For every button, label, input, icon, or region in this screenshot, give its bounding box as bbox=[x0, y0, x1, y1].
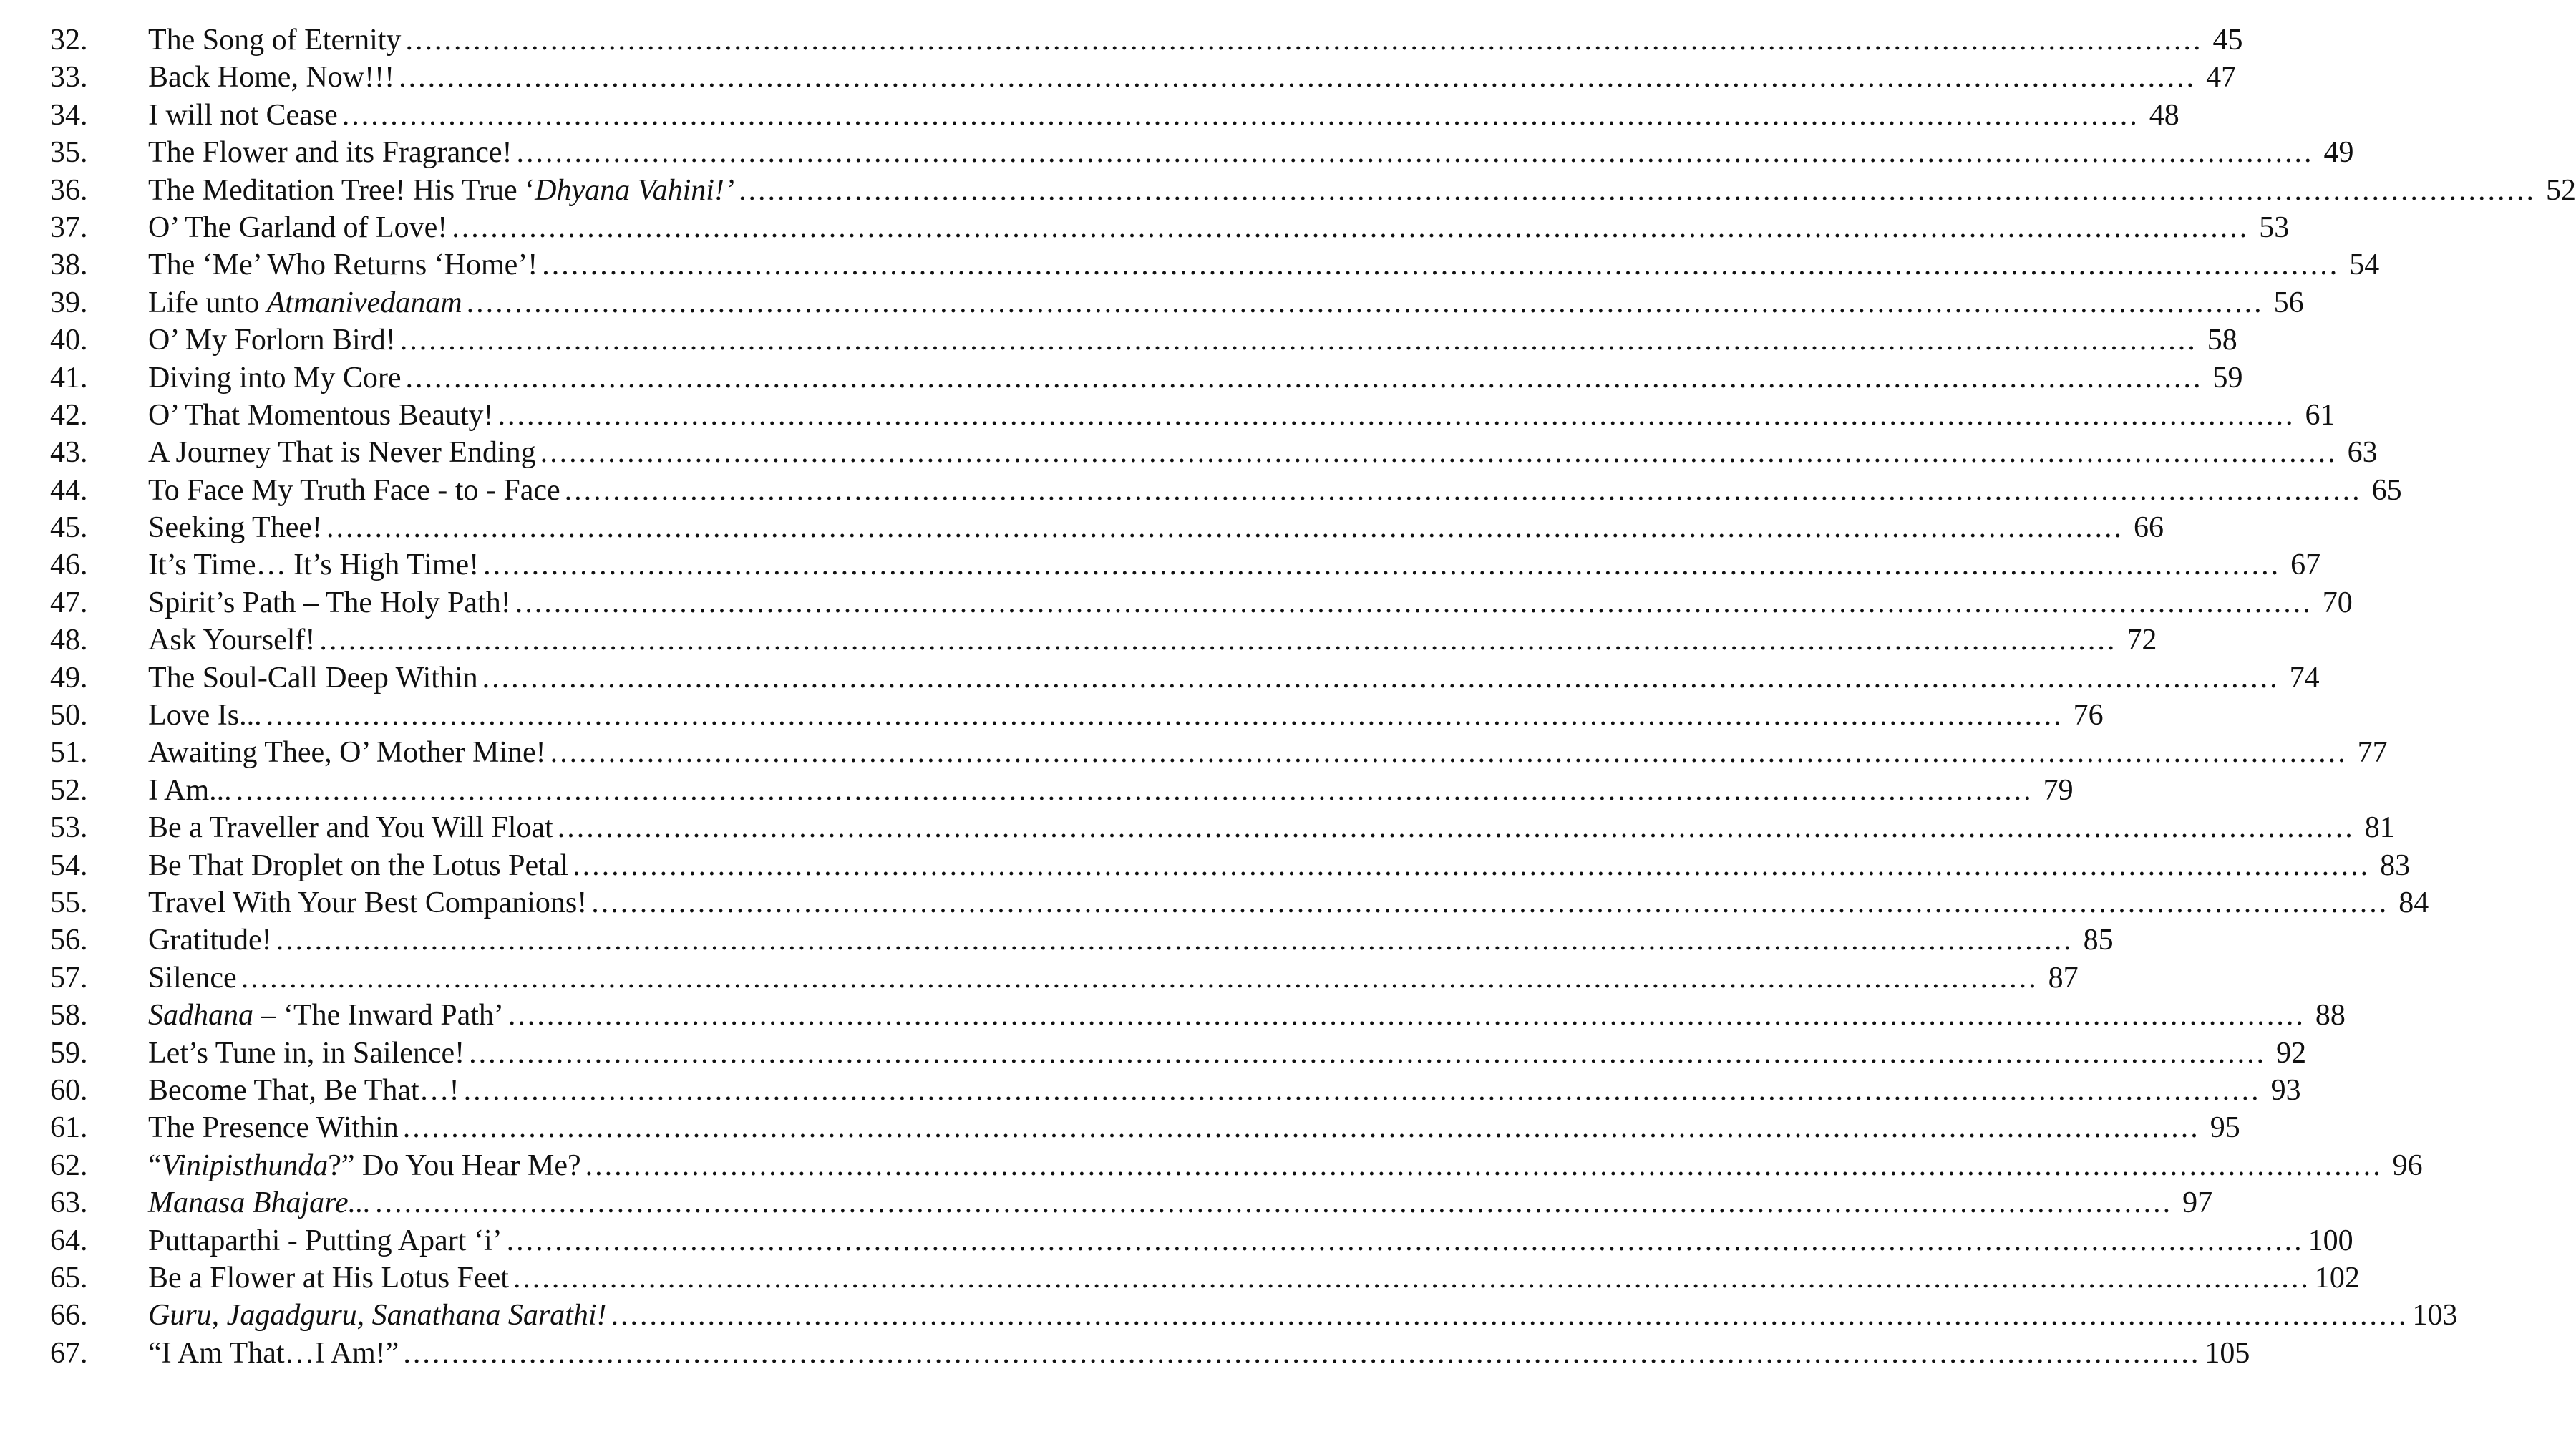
entry-number: 40. bbox=[50, 324, 88, 357]
toc-entry bbox=[50, 21, 2243, 59]
entry-title-part: Be That Droplet on the Lotus Petal bbox=[148, 848, 569, 882]
dot-leader bbox=[276, 921, 2074, 959]
entry-title-part: O’ That Momentous Beauty! bbox=[148, 398, 494, 432]
dot-leader bbox=[513, 1259, 2310, 1297]
dot-leader bbox=[406, 359, 2203, 397]
entry-number: 53. bbox=[50, 811, 88, 845]
entry-number: 43. bbox=[50, 436, 88, 470]
entry-title bbox=[148, 1109, 399, 1146]
toc-entry bbox=[50, 359, 2243, 397]
entry-number: 44. bbox=[50, 473, 88, 507]
entry-number: 65. bbox=[50, 1261, 88, 1295]
entry-title-part: I Am... bbox=[148, 773, 232, 807]
dot-leader bbox=[483, 546, 2280, 584]
entry-number: 45. bbox=[50, 511, 88, 545]
toc-entry bbox=[50, 1109, 2240, 1146]
entry-page-number: 52 bbox=[2545, 173, 2576, 207]
entry-title-part: Ask Yourself! bbox=[148, 624, 316, 657]
entry-page-number: 76 bbox=[2073, 699, 2104, 732]
entry-page-number: 81 bbox=[2364, 811, 2395, 845]
entry-page-number: 79 bbox=[2043, 773, 2074, 807]
entry-title bbox=[148, 772, 232, 809]
entry-title bbox=[148, 359, 402, 397]
entry-number: 58. bbox=[50, 999, 88, 1032]
entry-title-part: “ bbox=[148, 1148, 162, 1182]
dot-leader bbox=[585, 1147, 2383, 1184]
dot-leader bbox=[266, 697, 2064, 734]
entry-page-number: 102 bbox=[2314, 1261, 2360, 1295]
toc-entry bbox=[50, 209, 2290, 246]
entry-title bbox=[148, 621, 315, 659]
entry-page-number: 84 bbox=[2398, 886, 2429, 919]
entry-title-part: “I Am That…I Am!” bbox=[148, 1336, 399, 1370]
entry-title bbox=[148, 1072, 460, 1109]
entry-title-part: Spirit’s Path – The Holy Path! bbox=[148, 586, 511, 619]
entry-number: 41. bbox=[50, 361, 88, 395]
toc-entry bbox=[50, 772, 2074, 809]
entry-title-part: The Song of Eternity bbox=[148, 24, 402, 57]
entry-title bbox=[148, 997, 504, 1034]
toc-entry bbox=[50, 434, 2378, 471]
entry-number: 42. bbox=[50, 398, 88, 432]
dot-leader bbox=[467, 284, 2264, 321]
entry-title-part: I will not Cease bbox=[148, 98, 338, 132]
dot-leader bbox=[611, 1297, 2409, 1334]
entry-number: 33. bbox=[50, 61, 88, 95]
entry-title-part: Love Is... bbox=[148, 699, 262, 732]
entry-title-part: Puttaparthi - Putting Apart ‘i’ bbox=[148, 1224, 502, 1257]
entry-title-italic-part: Dhyana Vahini!’ bbox=[535, 173, 734, 207]
entry-title-part: It’s Time… It’s High Time! bbox=[148, 548, 480, 582]
entry-number: 34. bbox=[50, 98, 88, 132]
entry-number: 55. bbox=[50, 886, 88, 919]
entry-number: 37. bbox=[50, 211, 88, 244]
toc-entry bbox=[50, 546, 2321, 584]
dot-leader bbox=[375, 1184, 2172, 1221]
entry-title bbox=[148, 472, 560, 509]
entry-page-number: 97 bbox=[2182, 1186, 2213, 1220]
dot-leader bbox=[565, 472, 2362, 509]
entry-number: 62. bbox=[50, 1148, 88, 1182]
toc-entry bbox=[50, 1222, 2353, 1259]
dot-leader bbox=[550, 734, 2348, 771]
entry-page-number: 100 bbox=[2308, 1224, 2353, 1257]
entry-page-number: 72 bbox=[2127, 624, 2157, 657]
toc-entry bbox=[50, 659, 2320, 697]
toc-entry bbox=[50, 97, 2179, 134]
toc-entry bbox=[50, 472, 2402, 509]
toc-entry bbox=[50, 1035, 2307, 1072]
entry-title bbox=[148, 1147, 581, 1184]
toc-entry bbox=[50, 847, 2411, 884]
entry-page-number: 45 bbox=[2212, 24, 2243, 57]
entry-page-number: 66 bbox=[2133, 511, 2164, 545]
entry-page-number: 53 bbox=[2259, 211, 2290, 244]
toc-entry bbox=[50, 1072, 2301, 1109]
entry-page-number: 56 bbox=[2273, 286, 2304, 319]
entry-page-number: 105 bbox=[2205, 1336, 2250, 1370]
dot-leader bbox=[326, 509, 2124, 546]
entry-number: 67. bbox=[50, 1336, 88, 1370]
dot-leader bbox=[591, 884, 2388, 921]
entry-title bbox=[148, 284, 462, 321]
toc-entry bbox=[50, 1147, 2423, 1184]
entry-number: 64. bbox=[50, 1224, 88, 1257]
entry-title-part: The ‘Me’ Who Returns ‘Home’! bbox=[148, 248, 538, 282]
toc-entry bbox=[50, 321, 2237, 359]
entry-number: 46. bbox=[50, 548, 88, 582]
entry-title bbox=[148, 884, 587, 921]
entry-title bbox=[148, 397, 494, 434]
entry-title bbox=[148, 1035, 465, 1072]
entry-page-number: 54 bbox=[2349, 248, 2380, 282]
entry-title-part: Be a Traveller and You Will Float bbox=[148, 811, 553, 845]
toc-entry bbox=[50, 59, 2237, 96]
dot-leader bbox=[400, 321, 2197, 359]
toc-entry bbox=[50, 734, 2388, 771]
dot-leader bbox=[540, 434, 2338, 471]
entry-page-number: 70 bbox=[2322, 586, 2353, 619]
entry-number: 39. bbox=[50, 286, 88, 319]
entry-number: 36. bbox=[50, 173, 88, 207]
dot-leader bbox=[558, 809, 2355, 846]
entry-title-part: Back Home, Now!!! bbox=[148, 61, 395, 95]
entry-title bbox=[148, 434, 536, 471]
entry-number: 49. bbox=[50, 661, 88, 695]
entry-title bbox=[148, 921, 272, 959]
entry-page-number: 74 bbox=[2289, 661, 2320, 695]
entry-title-italic-part: Sadhana bbox=[148, 999, 253, 1032]
entry-title-part: O’ My Forlorn Bird! bbox=[148, 324, 396, 357]
entry-title-part: Gratitude! bbox=[148, 924, 272, 957]
entry-title bbox=[148, 659, 478, 697]
toc-entry bbox=[50, 621, 2157, 659]
entry-title bbox=[148, 1184, 371, 1221]
entry-page-number: 49 bbox=[2323, 136, 2354, 170]
entry-title-part: Seeking Thee! bbox=[148, 511, 322, 545]
entry-title bbox=[148, 584, 511, 621]
entry-title-italic-part: Atmanivedanam bbox=[266, 286, 462, 319]
dot-leader bbox=[399, 59, 2196, 96]
entry-title bbox=[148, 246, 538, 284]
toc-entry bbox=[50, 1259, 2360, 1297]
entry-title bbox=[148, 809, 553, 846]
entry-title-part: Travel With Your Best Companions! bbox=[148, 886, 588, 919]
entry-title-part: Diving into My Core bbox=[148, 361, 402, 395]
dot-leader bbox=[405, 21, 2202, 59]
entry-page-number: 48 bbox=[2149, 98, 2179, 132]
entry-title bbox=[148, 1222, 502, 1259]
entry-title-part: To Face My Truth Face - to - Face bbox=[148, 473, 560, 507]
entry-title bbox=[148, 97, 338, 134]
toc-entry bbox=[50, 397, 2336, 434]
entry-page-number: 65 bbox=[2371, 473, 2402, 507]
toc-entry bbox=[50, 697, 2104, 734]
dot-leader bbox=[464, 1072, 2261, 1109]
entry-page-number: 77 bbox=[2357, 736, 2388, 770]
toc-entry bbox=[50, 246, 2380, 284]
entry-title bbox=[148, 134, 512, 171]
dot-leader bbox=[542, 246, 2339, 284]
entry-number: 59. bbox=[50, 1036, 88, 1070]
entry-page-number: 58 bbox=[2207, 324, 2237, 357]
entry-title-part: The Presence Within bbox=[148, 1111, 399, 1145]
toc-entry bbox=[50, 584, 2353, 621]
entry-title-part: Be a Flower at His Lotus Feet bbox=[148, 1261, 509, 1295]
dot-leader bbox=[469, 1035, 2266, 1072]
entry-page-number: 61 bbox=[2305, 398, 2336, 432]
dot-leader bbox=[573, 847, 2370, 884]
entry-number: 54. bbox=[50, 848, 88, 882]
entry-title bbox=[148, 59, 394, 96]
entry-number: 32. bbox=[50, 24, 88, 57]
dot-leader bbox=[508, 997, 2305, 1034]
entry-number: 48. bbox=[50, 624, 88, 657]
entry-title bbox=[148, 546, 479, 584]
entry-title bbox=[148, 1259, 509, 1297]
toc-entry bbox=[50, 1297, 2458, 1334]
dot-leader bbox=[739, 172, 2536, 209]
entry-title-part: Awaiting Thee, O’ Mother Mine! bbox=[148, 736, 546, 770]
dot-leader bbox=[515, 584, 2313, 621]
toc-entry bbox=[50, 997, 2346, 1034]
entry-page-number: 88 bbox=[2315, 999, 2346, 1032]
entry-title-part: O’ The Garland of Love! bbox=[148, 211, 448, 244]
entry-number: 60. bbox=[50, 1073, 88, 1107]
entry-title-part: The Flower and its Fragrance! bbox=[148, 136, 512, 170]
entry-number: 57. bbox=[50, 961, 88, 995]
entry-title-part: The Soul-Call Deep Within bbox=[148, 661, 478, 695]
toc-entry bbox=[50, 134, 2354, 171]
entry-page-number: 95 bbox=[2210, 1111, 2240, 1145]
entry-title bbox=[148, 509, 322, 546]
entry-page-number: 59 bbox=[2212, 361, 2243, 395]
entry-number: 47. bbox=[50, 586, 88, 619]
dot-leader bbox=[403, 1109, 2200, 1146]
dot-leader bbox=[342, 97, 2139, 134]
entry-title bbox=[148, 209, 447, 246]
entry-page-number: 92 bbox=[2276, 1036, 2307, 1070]
entry-title bbox=[148, 734, 546, 771]
entry-page-number: 83 bbox=[2380, 848, 2411, 882]
entry-page-number: 96 bbox=[2392, 1148, 2423, 1182]
toc-entry bbox=[50, 284, 2304, 321]
entry-title-italic-part: Manasa Bhajare... bbox=[148, 1186, 371, 1220]
table-of-contents bbox=[50, 21, 2576, 1372]
entry-number: 35. bbox=[50, 136, 88, 170]
entry-number: 63. bbox=[50, 1186, 88, 1220]
entry-title bbox=[148, 321, 396, 359]
entry-page-number: 67 bbox=[2290, 548, 2321, 582]
entry-title bbox=[148, 1335, 399, 1372]
entry-title-italic-part: Vinipisthunda bbox=[161, 1148, 329, 1182]
entry-title-part: ?” Do You Hear Me? bbox=[328, 1148, 581, 1182]
dot-leader bbox=[517, 134, 2314, 171]
toc-entry bbox=[50, 921, 2114, 959]
entry-title bbox=[148, 697, 262, 734]
entry-title-part: A Journey That is Never Ending bbox=[148, 436, 536, 470]
entry-title bbox=[148, 959, 237, 997]
dot-leader bbox=[507, 1222, 2304, 1259]
entry-title bbox=[148, 1297, 607, 1334]
dot-leader bbox=[236, 772, 2033, 809]
entry-page-number: 93 bbox=[2270, 1073, 2301, 1107]
entry-number: 38. bbox=[50, 248, 88, 282]
toc-entry bbox=[50, 1335, 2250, 1372]
toc-entry bbox=[50, 809, 2395, 846]
entry-page-number: 87 bbox=[2048, 961, 2079, 995]
toc-entry bbox=[50, 1184, 2213, 1221]
entry-page-number: 103 bbox=[2412, 1299, 2458, 1332]
entry-title bbox=[148, 21, 401, 59]
dot-leader bbox=[403, 1335, 2200, 1372]
entry-number: 50. bbox=[50, 699, 88, 732]
entry-title-part: Life unto bbox=[148, 286, 267, 319]
entry-title-part: Silence bbox=[148, 961, 237, 995]
entry-title bbox=[148, 847, 568, 884]
dot-leader bbox=[452, 209, 2249, 246]
entry-title bbox=[148, 172, 734, 209]
toc-entry bbox=[50, 509, 2164, 546]
entry-page-number: 63 bbox=[2347, 436, 2378, 470]
entry-title-part: The Meditation Tree! His True ‘ bbox=[148, 173, 535, 207]
dot-leader bbox=[319, 621, 2116, 659]
entry-title-part: Become That, Be That…! bbox=[148, 1073, 460, 1107]
toc-entry bbox=[50, 884, 2429, 921]
entry-title-part: – ‘The Inward Path’ bbox=[253, 999, 504, 1032]
entry-number: 61. bbox=[50, 1111, 88, 1145]
entry-title-italic-part: Guru, Jagadguru, Sanathana Sarathi! bbox=[148, 1299, 607, 1332]
entry-number: 56. bbox=[50, 924, 88, 957]
entry-number: 52. bbox=[50, 773, 88, 807]
entry-number: 66. bbox=[50, 1299, 88, 1332]
dot-leader bbox=[241, 959, 2038, 997]
dot-leader bbox=[482, 659, 2280, 697]
entry-title-part: Let’s Tune in, in Sailence! bbox=[148, 1036, 465, 1070]
entry-page-number: 85 bbox=[2083, 924, 2114, 957]
dot-leader bbox=[498, 397, 2295, 434]
toc-entry bbox=[50, 959, 2079, 997]
toc-entry bbox=[50, 172, 2576, 209]
entry-page-number: 47 bbox=[2206, 61, 2237, 95]
entry-number: 51. bbox=[50, 736, 88, 770]
